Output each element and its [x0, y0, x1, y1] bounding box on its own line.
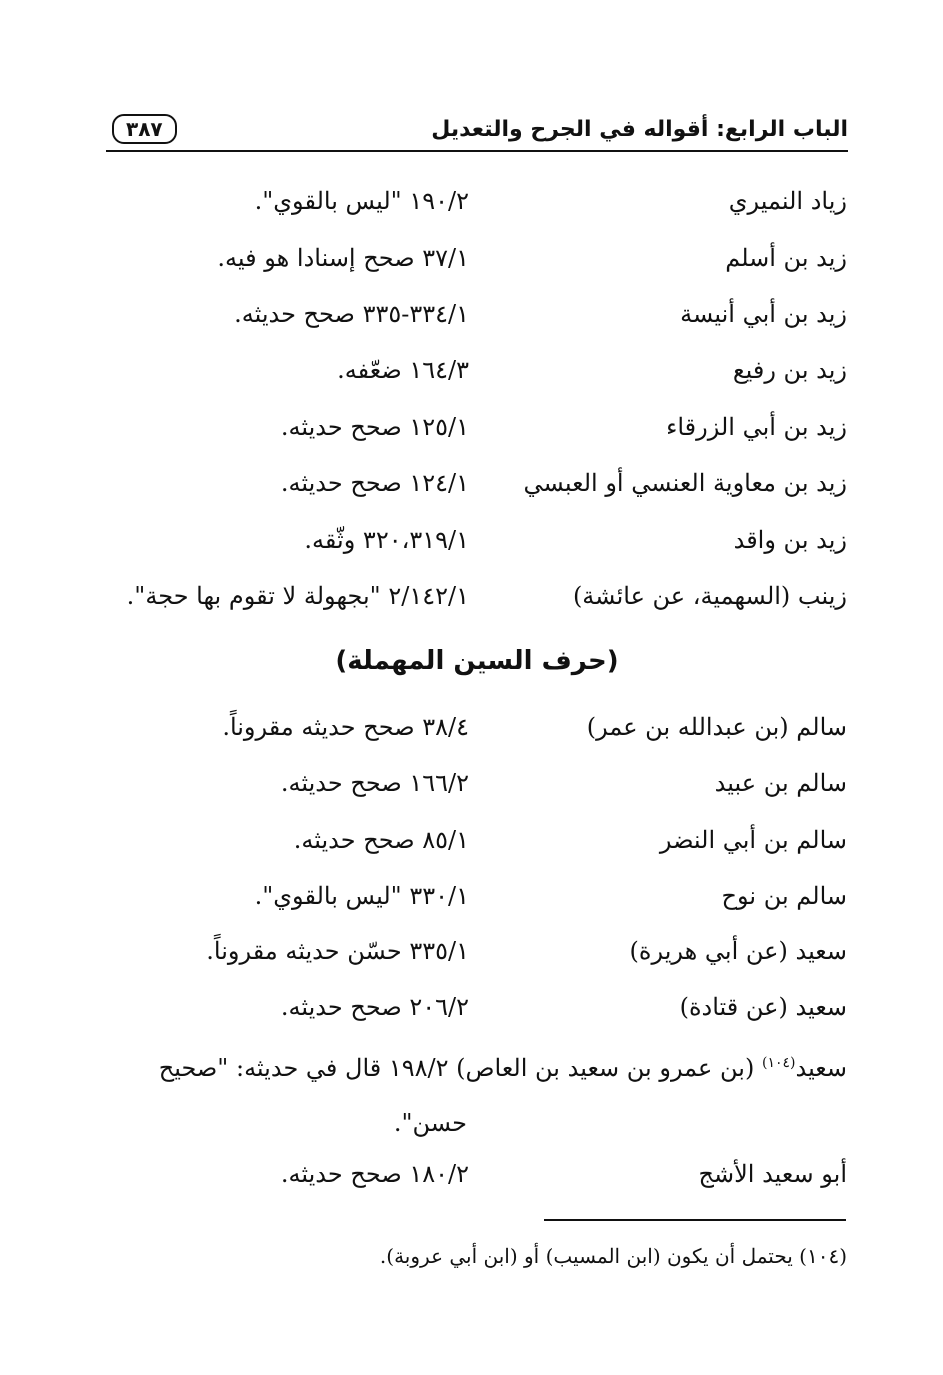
- narrator-name: سالم (بن عبدالله بن عمر): [586, 713, 847, 741]
- narrator-name: زيد بن أسلم: [725, 244, 847, 272]
- narrator-name: زيد بن أبي أنيسة: [680, 300, 847, 328]
- narrator-note: ١/‏٣٣٥ حسّن حديثه مقروناً.: [206, 937, 469, 965]
- narrator-name: سالم بن نوح: [721, 882, 847, 910]
- narrator-name: زيد بن رفيع: [732, 356, 847, 384]
- narrator-note: ١/‏١٢٤ صحح حديثه.: [280, 469, 469, 497]
- entry-row: [107, 238, 847, 278]
- narrator-note: ٢/‏١٩٠ "ليس بالقوي".: [254, 187, 469, 215]
- narrator-note: ١/‏٣١٩،‏٣٢٠ وثّقه.: [304, 526, 469, 554]
- narrator-name: سالم بن عبيد: [714, 769, 847, 797]
- narrator-note: ١/‏٣٣٠ "ليس بالقوي".: [254, 882, 469, 910]
- narrator-name: زيد بن واقد: [733, 526, 847, 554]
- running-header: [106, 108, 848, 152]
- narrator-note-continuation: حسن".: [393, 1109, 467, 1137]
- narrator-note: ١/‏٣٧ صحح إسنادا هو فيه.: [217, 244, 469, 272]
- long-entry: [107, 1036, 847, 1151]
- entry-row: [107, 463, 847, 503]
- entry-row: [107, 520, 847, 560]
- narrator-name: زيد بن معاوية العنسي أو العبسي: [523, 469, 847, 497]
- entry-row: [107, 763, 847, 803]
- narrator-note: (بن عمرو بن سعيد بن العاص) ٢/‏١٩٨ قال في حديثه: "صحيح: [158, 1054, 755, 1082]
- entry-row: [107, 820, 847, 860]
- narrator-note: ٢/‏٢٠٦ صحح حديثه.: [280, 993, 469, 1021]
- narrator-note: ١/‏١٢٥ صحح حديثه.: [280, 413, 469, 441]
- entry-row: [107, 707, 847, 747]
- entry-row: [107, 407, 847, 447]
- narrator-name: سعيد (عن قتادة): [679, 993, 847, 1021]
- narrator-name: سالم بن أبي النضر: [659, 826, 847, 854]
- narrator-name: زياد النميري: [728, 187, 847, 215]
- entry-row: [107, 350, 847, 390]
- narrator-name: أبو سعيد الأشج: [698, 1160, 847, 1188]
- narrator-note: ١/‏٨٥ صحح حديثه.: [293, 826, 469, 854]
- narrator-note: ٢/‏١٨٠ صحح حديثه.: [280, 1160, 469, 1188]
- narrator-name: سعيد (عن أبي هريرة): [629, 937, 847, 965]
- footnote-reference: (١٠٤): [761, 1055, 796, 1071]
- narrator-note: ١/‏٣٣٤-٣٣٥ صحح حديثه.: [234, 300, 469, 328]
- entry-row: [107, 294, 847, 334]
- entry-row: [107, 931, 847, 971]
- narrator-name: سعيد: [795, 1054, 847, 1082]
- narrator-note: ١/‏١٤٢/‏٢ "بجهولة لا تقوم بها حجة".: [126, 582, 469, 610]
- entry-row: [107, 987, 847, 1027]
- entry-row: [107, 181, 847, 221]
- footnote: (١٠٤) يحتمل أن يكون (ابن المسيب) أو (ابن أبي عروبة).: [379, 1244, 847, 1268]
- narrator-name: زيد بن أبي الزرقاء: [666, 413, 847, 441]
- chapter-title: الباب الرابع: أقواله في الجرح والتعديل: [431, 116, 848, 142]
- footnote-divider: [544, 1219, 846, 1221]
- section-heading: (حرف السين المهملة): [335, 646, 619, 676]
- narrator-note: ٤/‏٣٨ صحح حديثه مقروناً.: [222, 713, 469, 741]
- entry-row: [107, 576, 847, 616]
- entry-row: [107, 876, 847, 916]
- narrator-note: ٢/‏١٦٦ صحح حديثه.: [280, 769, 469, 797]
- entry-row: [107, 1154, 847, 1194]
- narrator-name: زينب (السهمية، عن عائشة): [572, 582, 847, 610]
- page-number: ٣٨٧: [112, 114, 177, 144]
- narrator-note: ٣/‏١٦٤ ضعّفه.: [337, 356, 469, 384]
